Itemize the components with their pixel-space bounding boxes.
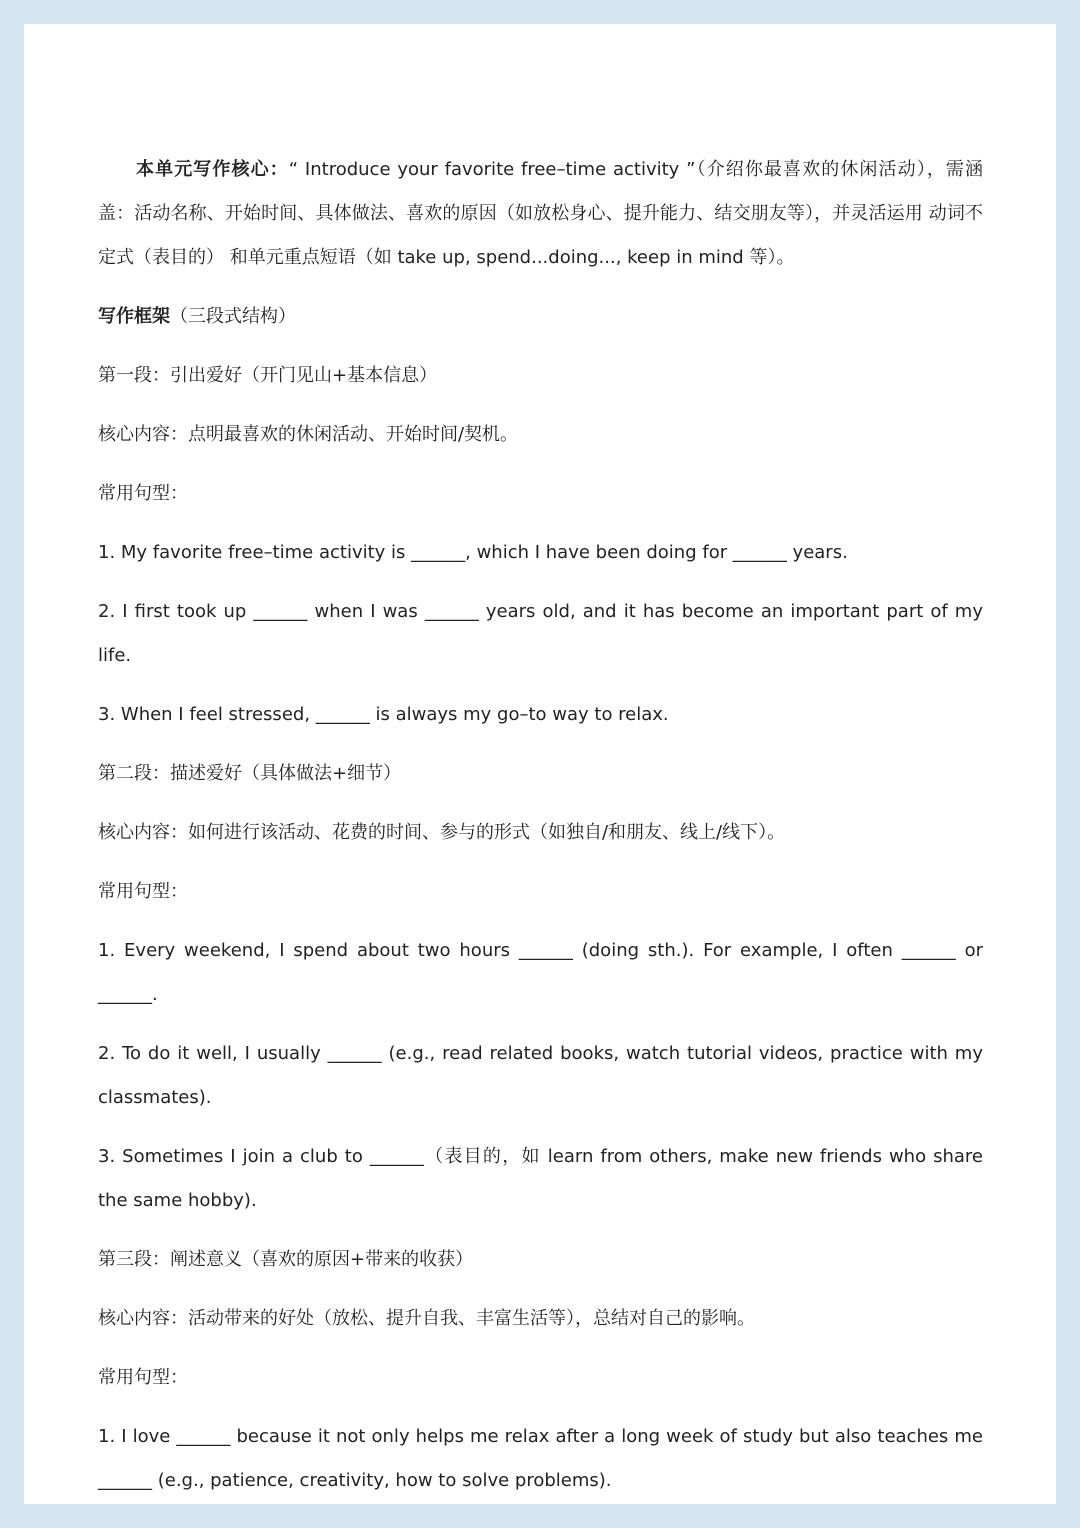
paragraph1-sentence-1: 1. My favorite free–time activity is ______, which I have been doing for ______ years. xyxy=(98,542,848,563)
paragraph1-sentence-3: 3. When I feel stressed, ______ is always my go–to way to relax. xyxy=(98,704,669,725)
paragraph3-core: 核心内容：活动带来的好处（放松、提升自我、丰富生活等），总结对自己的影响。 xyxy=(98,1308,755,1329)
paragraph2-sentence-2: 2. To do it well, I usually ______ (e.g., read related books, watch tutorial videos, practice with my classmates). xyxy=(98,1043,983,1108)
paragraph1-sentence-2: 2. I first took up ______ when I was ______ years old, and it has become an important part of my life. xyxy=(98,601,983,666)
paragraph2-patterns-label: 常用句型： xyxy=(98,881,188,902)
document-page xyxy=(24,24,1056,1504)
framework-heading xyxy=(98,295,983,339)
paragraph2-sentence-3: 3. Sometimes I join a club to ______（表目的，如 learn from others, make new friends who share the same hobby). xyxy=(98,1146,983,1211)
framework-heading-title: 写作框架 xyxy=(98,306,170,327)
paragraph3-sentence-1: 1. I love ______ because it not only helps me relax after a long week of study but also teaches me ______ (e.g., patience, creativity, how to solve problems). xyxy=(98,1426,983,1491)
paragraph2-sentence-1: 1. Every weekend, I spend about two hours ______ (doing sth.). For example, I often ______ or ______. xyxy=(98,940,983,1005)
paragraph1-title: 第一段：引出爱好（开门见山+基本信息） xyxy=(98,365,438,386)
paragraph2-title: 第二段：描述爱好（具体做法+细节） xyxy=(98,763,402,784)
paragraph3-title: 第三段：阐述意义（喜欢的原因+带来的收获） xyxy=(98,1249,474,1270)
intro-paragraph xyxy=(98,148,983,280)
intro-label: 本单元写作核心： xyxy=(136,159,289,180)
document-content xyxy=(98,148,983,1518)
paragraph3-patterns-label: 常用句型： xyxy=(98,1367,188,1388)
intro-text: “ Introduce your favorite free–time activity ”（介绍你最喜欢的休闲活动），需涵盖：活动名称、开始时间、具体做法、喜欢的原因（如放松身心、提升能力、结交朋友等），并灵活运用 动词不定式（表目的） 和单元重点短语（如 take up, spend...doing..., keep in mind 等）。 xyxy=(98,159,984,268)
paragraph2-core: 核心内容：如何进行该活动、花费的时间、参与的形式（如独自/和朋友、线上/线下）。 xyxy=(98,822,786,843)
framework-heading-note: （三段式结构） xyxy=(170,306,296,327)
paragraph1-patterns-label: 常用句型： xyxy=(98,483,188,504)
paragraph1-core: 核心内容：点明最喜欢的休闲活动、开始时间/契机。 xyxy=(98,424,519,445)
